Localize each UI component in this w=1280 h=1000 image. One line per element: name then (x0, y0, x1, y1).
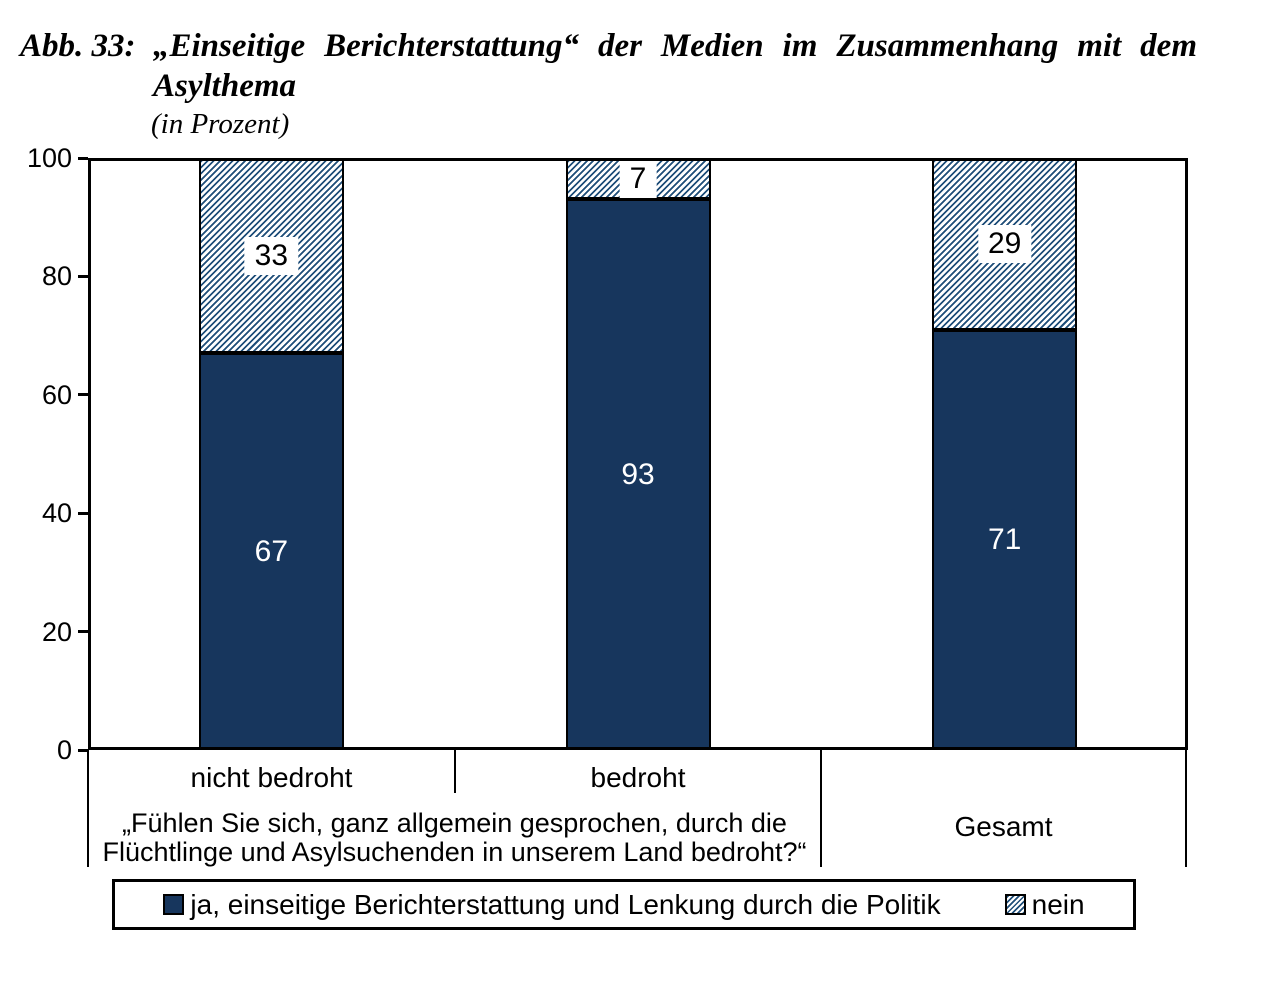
y-axis-tick-label: 60 (41, 379, 72, 410)
legend-swatch-solid-icon (163, 894, 184, 915)
plot-frame (88, 158, 1188, 750)
y-axis-tick-label: 80 (41, 261, 72, 292)
category-group-question (88, 809, 821, 867)
category-group-question-line1: „Fühlen Sie sich, ganz allgemein gesprochen, durch die (122, 808, 787, 838)
legend-item-ja (163, 889, 940, 921)
legend-box (112, 879, 1136, 930)
category-group-question-line2: Flüchtlinge und Asylsuchenden in unserem Land bedroht?“ (102, 837, 807, 867)
category-group-divider (820, 750, 822, 867)
legend-item-nein (1005, 889, 1085, 921)
category-label-bedroht: bedroht (590, 762, 686, 793)
figure-title-line1: „Einseitige Berichterstattung“ der Medien im Zusammenhang mit dem (153, 28, 1197, 64)
category-label-gesamt: Gesamt (954, 811, 1053, 842)
y-axis-tick-mark (78, 630, 88, 633)
y-axis-tick-label: 100 (26, 143, 72, 173)
y-axis-tick-mark (78, 749, 88, 752)
y-axis-tick-label: 20 (41, 616, 72, 647)
bar-value-label-nein: 7 (620, 160, 657, 198)
bar-value-label-nein: 29 (978, 225, 1031, 263)
figure-label: Abb. 33: (20, 28, 136, 64)
category-label-nicht-bedroht: nicht bedroht (190, 762, 353, 793)
bar-value-label-nein: 33 (245, 237, 298, 275)
legend-label-ja: ja, einseitige Berichterstattung und Lenkung durch die Politik (190, 888, 941, 920)
y-axis-tick-mark (78, 275, 88, 278)
y-axis-tick-mark (78, 157, 88, 160)
y-axis-tick-label: 40 (41, 498, 72, 529)
y-axis-tick-mark (78, 512, 88, 515)
category-axis-divider (454, 750, 456, 793)
y-axis-tick-mark (78, 393, 88, 396)
figure-subtitle: (in Prozent) (151, 108, 290, 140)
category-axis-right-edge (1185, 750, 1187, 867)
y-axis-tick-label: 0 (56, 735, 72, 765)
figure-title-line2: Asylthema (153, 68, 297, 104)
bar-value-label-ja: 71 (987, 522, 1022, 556)
bar-value-label-ja: 93 (621, 457, 655, 491)
legend-label-nein: nein (1031, 888, 1085, 920)
legend-swatch-hatched-icon (1005, 894, 1026, 915)
category-axis-left-edge (87, 750, 89, 867)
bar-value-label-ja: 67 (254, 534, 289, 568)
